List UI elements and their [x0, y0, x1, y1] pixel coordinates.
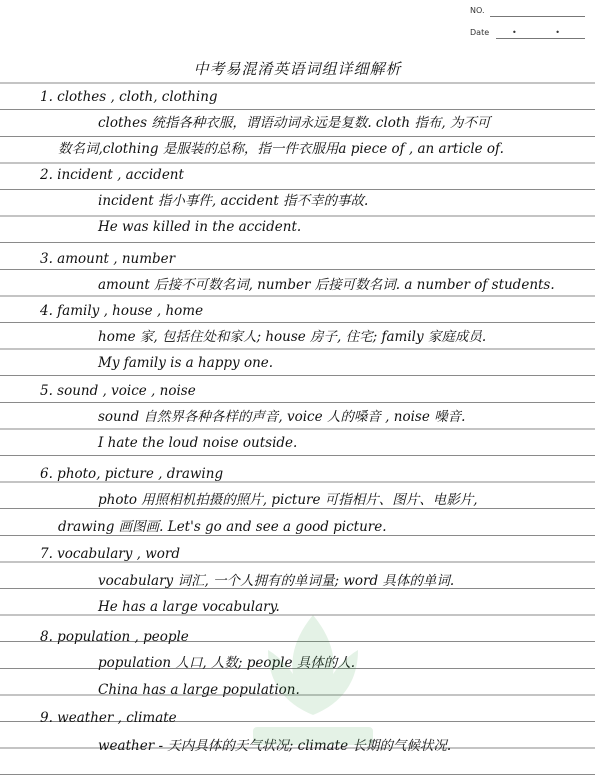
entry-text-6b: drawing 画图画. Let's go and see a good picture. — [58, 519, 387, 535]
entry-text-2a: incident 指小事件, accident 指不幸的事故. — [98, 193, 369, 209]
entry-example-7: He has a large vocabulary. — [98, 599, 280, 615]
entry-example-5: I hate the loud noise outside. — [98, 435, 298, 451]
entry-heading-4: 4. family , house , home — [40, 303, 204, 319]
entry-heading-8: 8. population , people — [40, 629, 189, 645]
entry-text-8a: population 人口, 人数; people 具体的人. — [98, 655, 356, 671]
no-label: NO. — [470, 6, 485, 15]
watermark-logo — [228, 605, 398, 755]
entry-heading-7: 7. vocabulary , word — [40, 546, 180, 562]
entry-text-9a: weather - 天内具体的天气状况; climate 长期的气候状况. — [98, 738, 452, 754]
entry-heading-3: 3. amount , number — [40, 251, 176, 267]
entry-heading-6: 6. photo, picture , drawing — [40, 466, 224, 482]
entry-heading-9: 9. weather , climate — [40, 710, 177, 726]
date-label: Date — [470, 28, 490, 37]
entry-text-1b: 数名词,clothing 是服装的总称，指一件衣服用a piece of , an article of. — [58, 141, 504, 157]
entry-text-4a: home 家, 包括住处和家人; house 房子, 住宅; family 家庭成员. — [98, 329, 487, 345]
entry-example-4: My family is a happy one. — [98, 355, 274, 371]
entry-heading-5: 5. sound , voice , noise — [40, 383, 196, 399]
entry-text-6a: photo 用照相机拍摄的照片, picture 可指相片、图片、电影片, — [98, 492, 478, 508]
entry-text-1a: clothes 统指各种衣服，谓语动词永远是复数. cloth 指布, 为不可 — [98, 115, 491, 131]
date-dots: • • — [512, 28, 578, 37]
leaf-logo-icon — [253, 615, 373, 745]
entry-example-2: He was killed in the accident. — [98, 219, 302, 235]
entry-text-5a: sound 自然界各种各样的声音, voice 人的嗓音 , noise 噪音. — [98, 409, 466, 425]
entry-heading-1: 1. clothes , cloth, clothing — [40, 89, 218, 105]
no-line — [490, 16, 585, 17]
entry-text-7a: vocabulary 词汇, 一个人拥有的单词量; word 具体的单词. — [98, 573, 455, 589]
page-title: 中考易混淆英语词组详细解析 — [193, 60, 402, 78]
entry-heading-2: 2. incident , accident — [40, 167, 184, 183]
entry-example-8: China has a large population. — [98, 682, 300, 698]
entry-text-3a: amount 后接不可数名词, number 后接可数名词. a number of students. — [98, 277, 555, 293]
date-line — [496, 38, 585, 39]
